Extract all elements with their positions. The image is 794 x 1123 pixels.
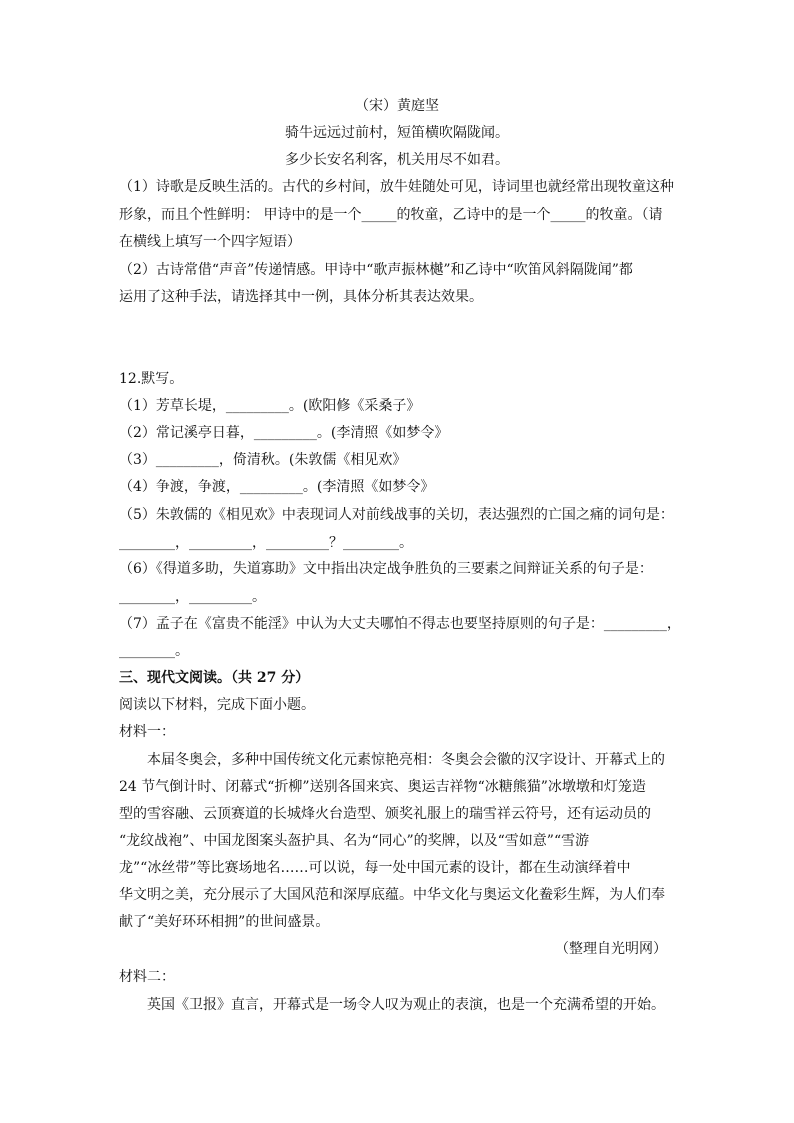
- q11-part1-line1: （1）诗歌是反映生活的。古代的乡村间，放牛娃随处可见，诗词里也就经常出现牧童这种: [119, 179, 674, 195]
- material-1-line-2: 24 节气倒计时、闭幕式“折柳”送别各国来宾、奥运吉祥物“冰糖熊猫”冰墩墩和灯笼造: [119, 779, 646, 795]
- q11-part2-line2: 运用了这种手法，请选择其中一例，具体分析其表达效果。: [119, 289, 483, 305]
- material-1-label: 材料一：: [119, 724, 175, 740]
- material-2-line-1: 英国《卫报》直言，开幕式是一场令人叹为观止的表演，也是一个充满希望的开始。: [147, 997, 665, 1013]
- q12-item-6-blanks: ________，_________。: [119, 589, 266, 605]
- q12-item-5-prompt: （5）朱敦儒的《相见欢》中表现词人对前线战事的关切，表达强烈的亡国之痛的词句是：: [119, 507, 674, 523]
- poem-line-1: 骑牛远远过前村，短笛横吹隔陇闻。: [285, 125, 509, 141]
- poem-line-2: 多少长安名利客，机关用尽不如君。: [285, 152, 509, 168]
- q12-item-2: （2）常记溪亭日暮，_________。(李清照《如梦令》: [119, 425, 449, 441]
- material-1-line-4: “龙纹战袍”、中国龙图案头盔护具、名为“同心”的奖牌，以及“雪如意”“雪游: [119, 833, 590, 849]
- q12-item-4: （4）争渡，争渡，_________。(李清照《如梦令》: [119, 479, 435, 495]
- q12-item-7-blanks: ________。: [119, 643, 189, 659]
- q12-item-5-blanks: ________，_________，_________？________。: [119, 535, 413, 551]
- material-1-line-1: 本届冬奥会，多种中国传统文化元素惊艳亮相：冬奥会会徽的汉字设计、开幕式上的: [147, 752, 665, 768]
- q11-part2-line1: （2）古诗常借“声音”传递情感。甲诗中“歌声振林樾”和乙诗中“吹笛风斜隔陇闻”都: [119, 262, 633, 278]
- q12-item-1: （1）芳草长堤，_________。(欧阳修《采桑子》: [119, 398, 421, 414]
- q12-title: 12.默写。: [119, 371, 184, 387]
- q11-part1-line3: 在横线上填写一个四字短语）: [119, 234, 301, 250]
- reading-intro: 阅读以下材料，完成下面小题。: [119, 697, 315, 713]
- q12-item-6-prompt: （6）《得道多助，失道寡助》文中指出决定战争胜负的三要素之间辩证关系的句子是：: [119, 561, 653, 577]
- material-1-line-3: 型的雪容融、云顶赛道的长城烽火台造型、颁奖礼服上的瑞雪祥云符号，还有运动员的: [119, 806, 651, 822]
- q11-part1-line2: 形象，而且个性鲜明： 甲诗中的是一个_____的牧童，乙诗中的是一个_____的牧童。（请: [119, 207, 663, 223]
- material-1-line-5: 龙”“冰丝带”等比赛场地名……可以说，每一处中国元素的设计，都在生动演绎着中: [119, 860, 631, 876]
- material-1-line-6: 华文明之美，充分展示了大国风范和深厚底蕴。中华文化与奥运文化鲞彩生辉，为人们奉: [119, 887, 665, 903]
- q12-item-3: （3）_________，倚清秋。(朱敦儒《相见欢》: [119, 452, 407, 468]
- section-3-heading: 三、现代文阅读。（共 27 分）: [119, 670, 310, 686]
- material-1-source: （整理自光明网）: [555, 941, 667, 957]
- material-1-line-7: 献了“美好环环相拥”的世间盛景。: [119, 914, 330, 930]
- material-2-label: 材料二：: [119, 969, 175, 985]
- poem-author: （宋）黄庭坚: [355, 98, 439, 114]
- q12-item-7-prompt: （7）孟子在《富贵不能淫》中认为大丈夫哪怕不得志也要坚持原则的句子是：_________，: [119, 616, 681, 632]
